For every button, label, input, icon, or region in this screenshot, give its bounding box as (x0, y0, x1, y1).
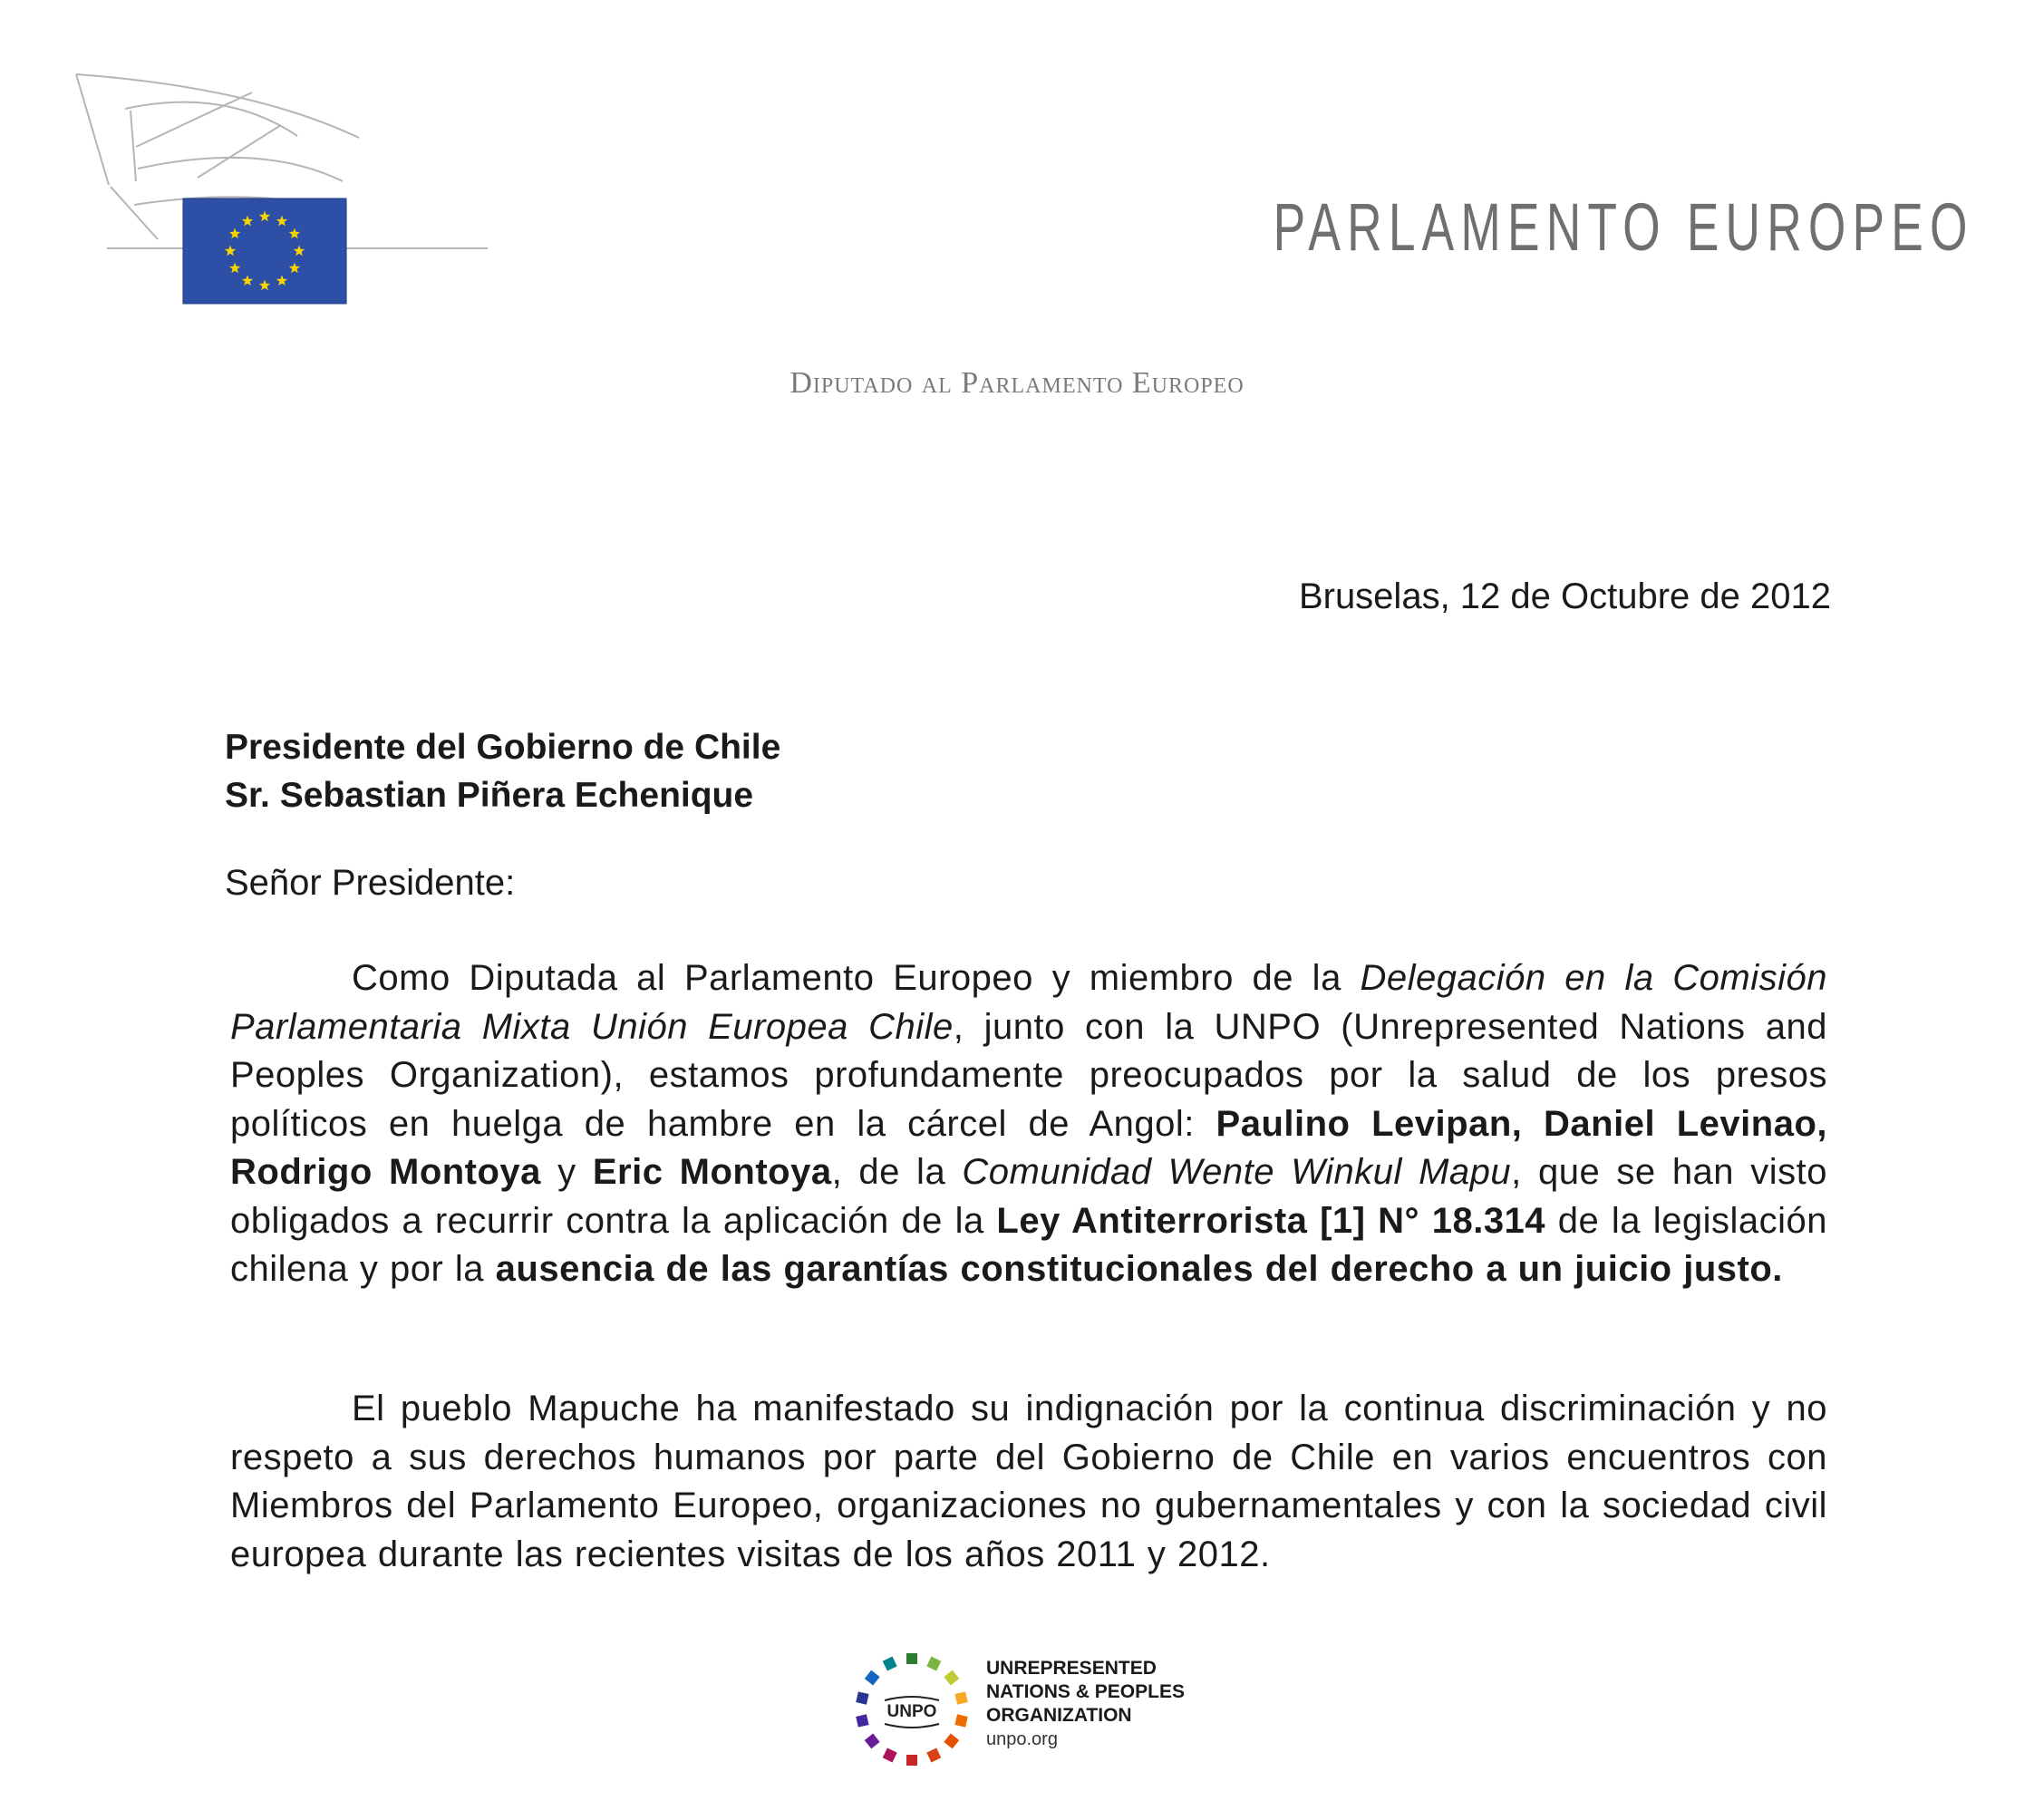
unpo-ring-segment (906, 1755, 917, 1766)
unpo-ring-segment (954, 1691, 967, 1704)
unpo-ring-segment (865, 1670, 880, 1686)
unpo-line-2: NATIONS & PEOPLES (986, 1681, 1185, 1702)
unpo-ring-segment (883, 1747, 897, 1762)
guarantees-statement: ausencia de las garantías constitucionales del derecho a un juicio justo. (495, 1249, 1783, 1289)
unpo-ring-segment (954, 1714, 967, 1727)
paragraph-1: Como Diputada al Parlamento Europeo y miembro de la Delegación en la Comisión Parlamentaria Mixta Unión Europea Chile, junto con la UNPO (Unrepresented Nations and Peoples Organization), estamos profundamente preocupados por la salud de los presos políticos en huelga de hambre en la cárcel de Angol: Paulino Levipan, Daniel Levinao, Rodrigo Montoya y Eric Montoya, de la Comunidad Wente Winkul Mapu, que se han visto obligados a recurrir contra la aplicación de la Ley Antiterrorista [1] N° 18.314 de la legislación chilena y por la ausencia de las garantías constitucionales del derecho a un juicio justo. (230, 958, 1827, 1289)
unpo-emblem-label: UNPO (886, 1702, 937, 1721)
unpo-line-1: UNREPRESENTED (986, 1658, 1157, 1679)
unpo-ring-icon (850, 1648, 973, 1771)
prisoner-names: Paulino Levipan, Daniel Levinao, Rodrigo Montoya (230, 1103, 1827, 1192)
community-name: Comunidad Wente Winkul Mapu (962, 1152, 1512, 1192)
unpo-ring-segment (944, 1733, 959, 1748)
unpo-ring-segment (944, 1670, 959, 1686)
recipient-block (225, 723, 780, 819)
unpo-line-3: ORGANIZATION (986, 1705, 1132, 1726)
unpo-ring-segment (926, 1657, 941, 1671)
letter-date: Bruselas, 12 de Octubre de 2012 (1298, 576, 1831, 616)
unpo-url: unpo.org (986, 1729, 1058, 1749)
unpo-ring-segment (865, 1733, 880, 1748)
prisoner-name-eric: Eric Montoya (592, 1152, 832, 1192)
recipient-title: Presidente del Gobierno de Chile (225, 728, 781, 767)
unpo-ring-segment (856, 1714, 868, 1727)
unpo-ring-segment (883, 1657, 897, 1671)
law-reference: Ley Antiterrorista [1] N° 18.314 (996, 1200, 1546, 1241)
unpo-wordmark (986, 1657, 1185, 1751)
european-parliament-emblem (71, 69, 497, 314)
paragraph-2: El pueblo Mapuche ha manifestado su indignación por la continua discriminación y no respeto a sus derechos humanos por parte del Gobierno de Chile en varios encuentros con Miembros del Parlamento Europeo, organizaciones no gubernamentales y con la sociedad civil europea durante las recientes visitas de los años 2011 y 2012. (230, 1389, 1827, 1574)
unpo-ring-segment (926, 1747, 941, 1762)
unpo-ring-segment (856, 1691, 868, 1704)
unpo-logo (850, 1648, 1231, 1775)
unpo-ring-segment (906, 1653, 917, 1664)
delegation-name: Delegación en la Comisión Parlamentaria Mixta Unión Europea Chile (230, 958, 1827, 1047)
recipient-name: Sr. Sebastian Piñera Echenique (225, 776, 754, 815)
salutation: Señor Presidente: (225, 863, 516, 903)
institution-name: PARLAMENTO EUROPEO (1273, 189, 1974, 265)
sender-title: Diputado al Parlamento Europeo (789, 366, 1245, 400)
